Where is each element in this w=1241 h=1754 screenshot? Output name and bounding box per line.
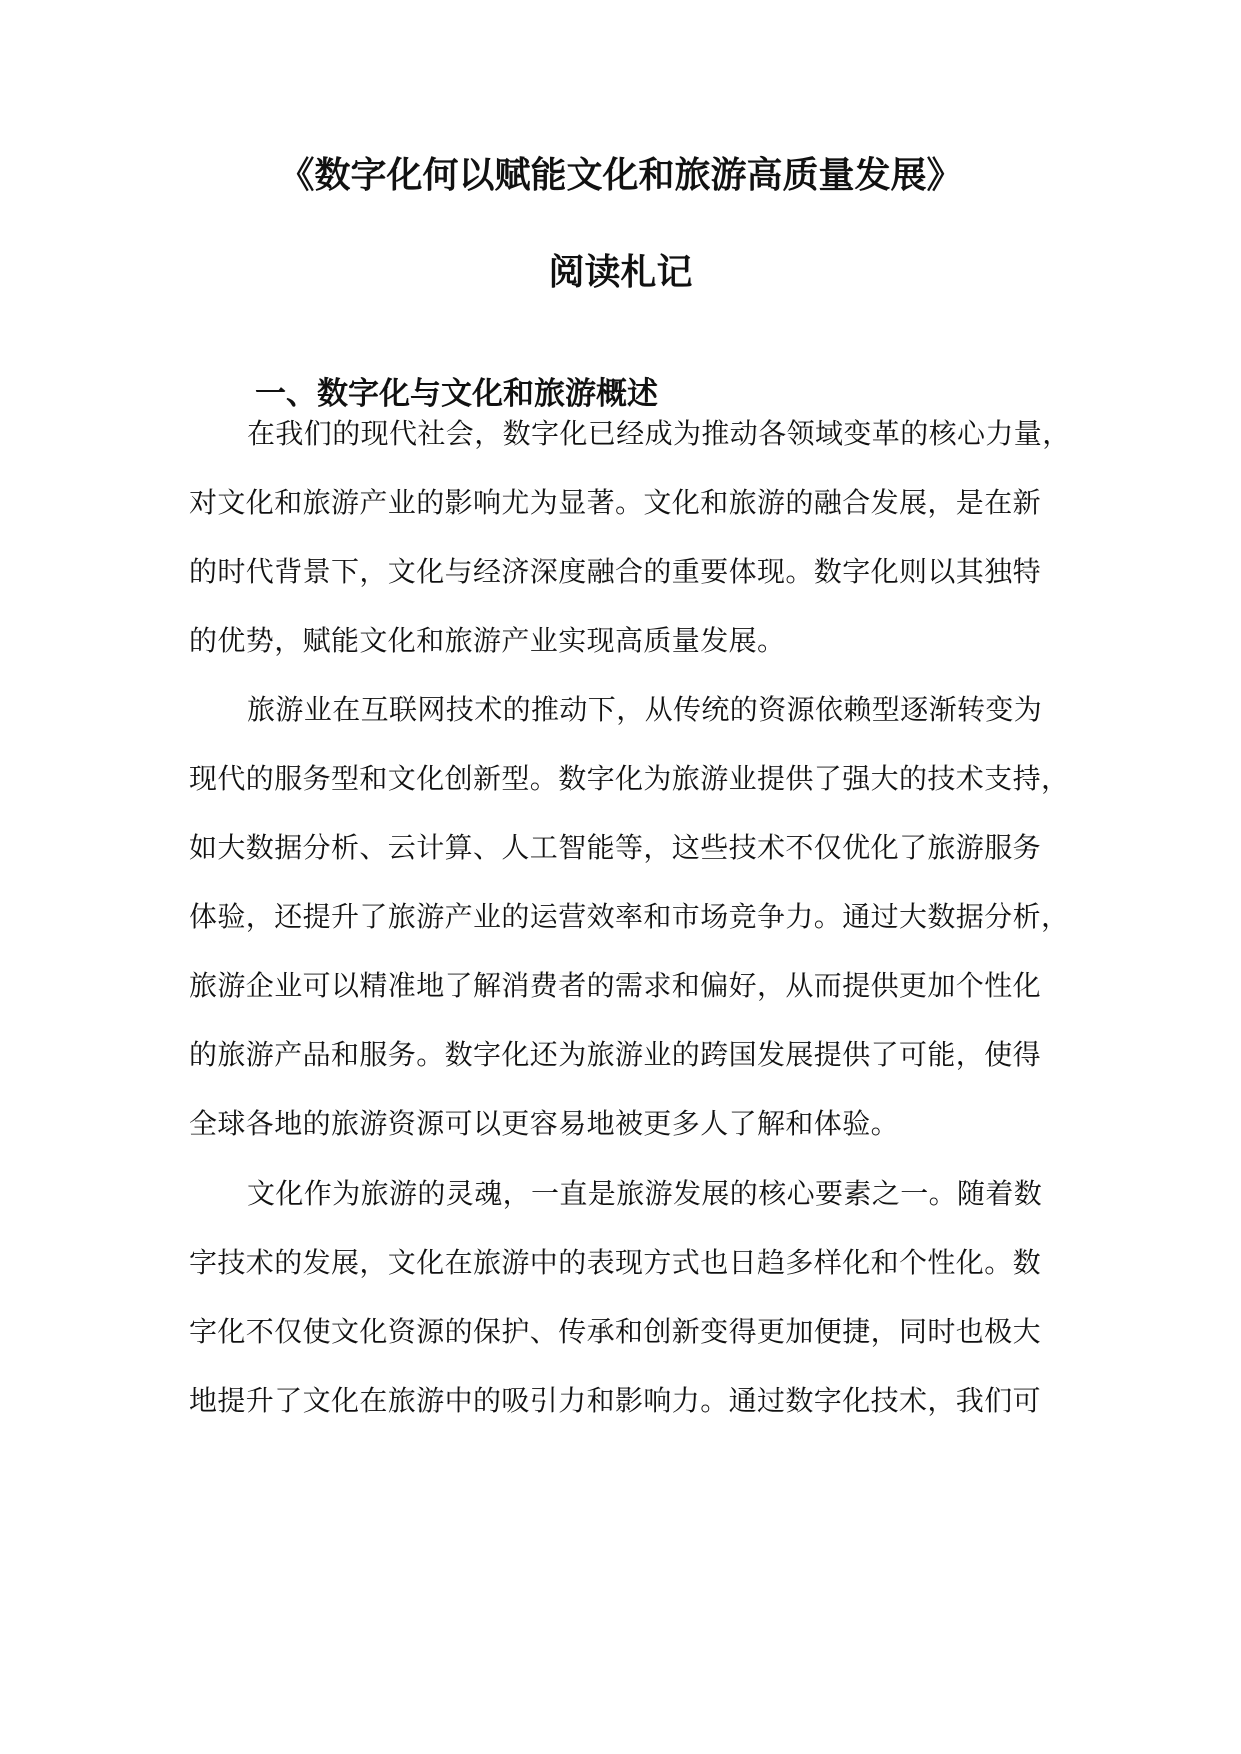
- paragraph-line: 如大数据分析、云计算、人工智能等，这些技术不仅优化了旅游服务: [189, 831, 1042, 864]
- paragraph-line: 文化作为旅游的灵魂，一直是旅游发展的核心要素之一。随着数: [247, 1177, 1043, 1210]
- paragraph-line: 全球各地的旅游资源可以更容易地被更多人了解和体验。: [189, 1107, 900, 1140]
- paragraph-line: 字技术的发展，文化在旅游中的表现方式也日趋多样化和个性化。数: [189, 1246, 1042, 1279]
- paragraph-line: 对文化和旅游产业的影响尤为显著。文化和旅游的融合发展，是在新: [189, 486, 1042, 519]
- paragraph-line: 现代的服务型和文化创新型。数字化为旅游业提供了强大的技术支持，: [189, 762, 1070, 795]
- paragraph-line: 的时代背景下，文化与经济深度融合的重要体现。数字化则以其独特: [189, 555, 1042, 588]
- paragraph-line: 体验，还提升了旅游产业的运营效率和市场竞争力。通过大数据分析，: [189, 900, 1070, 933]
- paragraph-line: 在我们的现代社会，数字化已经成为推动各领域变革的核心力量，: [247, 417, 1071, 450]
- paragraph-line: 的优势，赋能文化和旅游产业实现高质量发展。: [189, 624, 786, 657]
- paragraph-line: 的旅游产品和服务。数字化还为旅游业的跨国发展提供了可能，使得: [189, 1038, 1042, 1071]
- paragraph-line: 地提升了文化在旅游中的吸引力和影响力。通过数字化技术，我们可: [189, 1384, 1042, 1417]
- document-title: 《数字化何以赋能文化和旅游高质量发展》: [278, 154, 963, 196]
- section-heading: 一、数字化与文化和旅游概述: [255, 376, 658, 412]
- paragraph-line: 旅游业在互联网技术的推动下，从传统的资源依赖型逐渐转变为: [247, 693, 1043, 726]
- document-subtitle: 阅读札记: [548, 251, 693, 293]
- paragraph-line: 字化不仅使文化资源的保护、传承和创新变得更加便捷，同时也极大: [189, 1315, 1042, 1348]
- paragraph-line: 旅游企业可以精准地了解消费者的需求和偏好，从而提供更加个性化: [189, 969, 1042, 1002]
